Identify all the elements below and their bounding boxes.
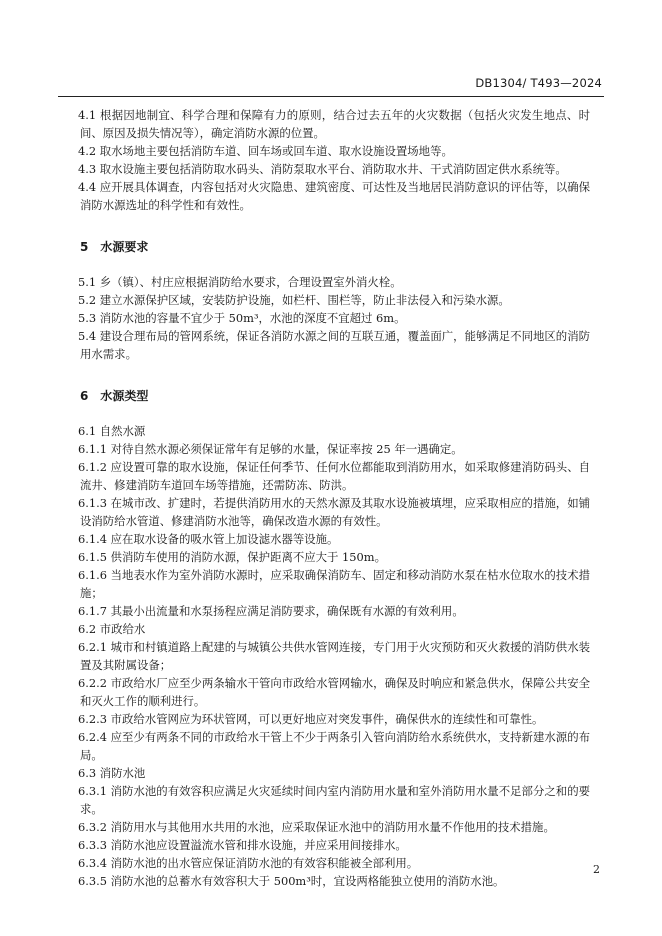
- clause-paragraph: 6.1.1 对待自然水源必须保证常年有足够的水量，保证率按 25 年一遇确定。: [78, 442, 463, 456]
- clause-paragraph: 5.1 乡（镇）、村庄应根据消防给水要求，合理设置室外消火栓。: [78, 275, 402, 289]
- page-number: 2: [593, 863, 600, 876]
- section-heading: 5 水源要求: [80, 240, 149, 254]
- section: [80, 106, 590, 214]
- section: [80, 363, 590, 890]
- clause-paragraph: 6.1.2 应设置可靠的取水设施，保证任何季节、任何水位都能取到消防用水，如采取修建消防码头、自流井、修建消防车道回车场等措施，还需防冻、防洪。: [78, 460, 590, 492]
- clause-paragraph: 6.3.5 消防水池的总蓄水有效容积大于 500m³时，宜设两格能独立使用的消防水池。: [78, 874, 505, 888]
- clause-paragraph: 6.3.2 消防用水与其他用水共用的水池，应采取保证水池中的消防用水量不作他用的技术措施。: [78, 820, 555, 834]
- clause-paragraph: 6.1.6 当地表水作为室外消防水源时，应采取确保消防车、固定和移动消防水泵在枯水位取水的技术措施；: [78, 568, 590, 600]
- clause-paragraph: 6.1 自然水源: [78, 424, 146, 438]
- clause-paragraph: 6.1.4 应在取水设备的吸水管上加设滤水器等设施。: [78, 532, 339, 546]
- clause-paragraph: 4.2 取水场地主要包括消防车道、回车场或回车道、取水设施设置场地等。: [78, 144, 453, 158]
- clause-paragraph: 5.2 建立水源保护区域，安装防护设施，如栏杆、围栏等，防止非法侵入和污染水源。: [78, 293, 510, 307]
- header-rule: [58, 96, 604, 97]
- clause-paragraph: 5.4 建设合理布局的管网系统，保证各消防水源之间的互联互通，覆盖面广，能够满足不同地区的消防用水需求。: [78, 329, 590, 361]
- clause-paragraph: 6.2.3 市政给水管网应为环状管网，可以更好地应对突发事件，确保供水的连续性和可靠性。: [78, 712, 544, 726]
- clause-paragraph: 6.2.4 应至少有两条不同的市政给水干管上不少于两条引入管向消防给水系统供水，支持新建水源的布局。: [78, 730, 590, 762]
- clause-paragraph: 4.1 根据因地制宜、科学合理和保障有力的原则，结合过去五年的火灾数据（包括火灾发生地点、时间、原因及损失情况等），确定消防水源的位置。: [78, 108, 590, 140]
- section-heading: 6 水源类型: [80, 389, 149, 403]
- clause-paragraph: 6.2 市政给水: [78, 622, 146, 636]
- clause-paragraph: 6.3.4 消防水池的出水管应保证消防水池的有效容积能被全部利用。: [78, 856, 419, 870]
- clause-paragraph: 4.3 取水设施主要包括消防取水码头、消防泵取水平台、消防取水井、干式消防固定供水系统等。: [78, 162, 567, 176]
- clause-paragraph: 6.2.2 市政给水厂应至少两条输水干管向市政给水管网输水，确保及时响应和紧急供水，保障公共安全和灭火工作的顺利进行。: [78, 676, 590, 708]
- clause-paragraph: 6.2.1 城市和村镇道路上配建的与城镇公共供水管网连接，专门用于火灾预防和灭火救援的消防供水装置及其附属设备；: [78, 640, 590, 672]
- clause-paragraph: 6.1.3 在城市改、扩建时，若提供消防用水的天然水源及其取水设施被填埋，应采取相应的措施，如铺设消防给水管道、修建消防水池等，确保改造水源的有效性。: [78, 496, 590, 528]
- clause-paragraph: 6.3 消防水池: [78, 766, 146, 780]
- clause-paragraph: 4.4 应开展具体调查，内容包括对火灾隐患、建筑密度、可达性及当地居民消防意识的评估等，以确保消防水源选址的科学性和有效性。: [78, 180, 590, 212]
- clause-paragraph: 6.3.1 消防水池的有效容积应满足火灾延续时间内室内消防用水量和室外消防用水量不足部分之和的要求。: [78, 784, 590, 816]
- section: [80, 214, 590, 363]
- document-code: DB1304/ T493—2024: [475, 76, 602, 90]
- clause-paragraph: 6.3.3 消防水池应设置溢流水管和排水设施，并应采用间接排水。: [78, 838, 407, 852]
- document-body: [80, 106, 590, 890]
- clause-paragraph: 5.3 消防水池的容量不宜少于 50m³，水池的深度不宜超过 6m。: [78, 311, 406, 325]
- clause-paragraph: 6.1.7 其最小出流量和水泵扬程应满足消防要求，确保既有水源的有效利用。: [78, 604, 464, 618]
- clause-paragraph: 6.1.5 供消防车使用的消防水源，保护距离不应大于 150m。: [78, 550, 386, 564]
